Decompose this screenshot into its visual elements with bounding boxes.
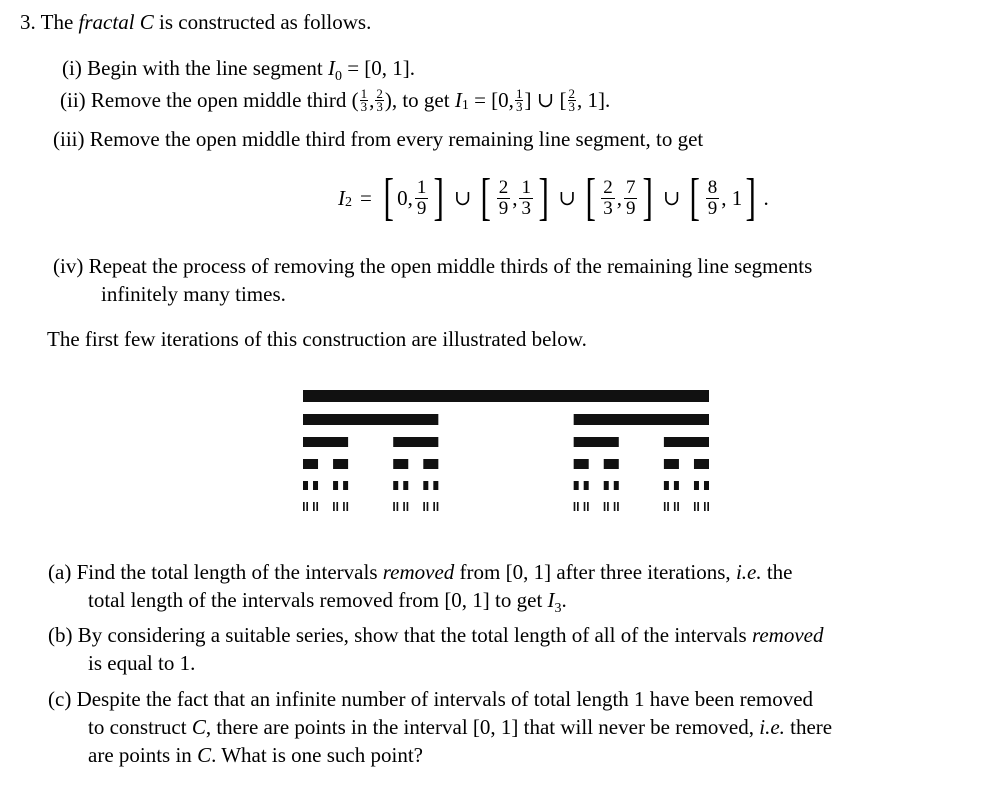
part-b-line2: is equal to 1. [88, 651, 196, 675]
cantor-segment-iter4-10 [604, 481, 609, 490]
cantor-segment-iter5-31 [707, 502, 709, 511]
cantor-segment-iter4-0 [303, 481, 308, 490]
cantor-segment-iter2-3 [664, 437, 709, 447]
part-a-line2: total length of the intervals removed from [0, 1] to get $I_3$. [88, 588, 567, 616]
step-i: (i) Begin with the line segment $I_0 = [0$, 1]. [62, 56, 416, 84]
cantor-segment-iter2-0 [303, 437, 348, 447]
cantor-segment-iter3-3 [423, 459, 438, 469]
cantor-segment-iter4-11 [614, 481, 619, 490]
fraction: $\frac{2}{3}$ [376, 86, 383, 114]
part-c: (c) Despite the fact that an infinite number of intervals of total length 1 have been removed [48, 687, 814, 711]
cantor-segment-iter3-0 [303, 459, 318, 469]
step-iii: (iii) Remove the open middle third from every remaining line segment, to get [53, 127, 704, 151]
cantor-segment-iter4-6 [423, 481, 428, 490]
fraction: $\frac{1}{3}$ [360, 86, 368, 114]
cantor-segment-iter5-25 [667, 502, 669, 511]
cantor-segment-iter2-1 [393, 437, 438, 447]
cantor-segment-iter5-12 [423, 502, 425, 511]
fraction: 1 9 [416, 176, 427, 219]
cantor-segment-iter5-21 [607, 502, 609, 511]
cantor-segment-iter5-7 [346, 502, 348, 511]
cantor-segment-iter4-15 [704, 481, 709, 490]
step-ii: (ii) Remove the open middle third ( $\frac{1}{3}$ , $\frac{2}{3}$ ), to get I 1 = [0, $\frac{1}{3}$ ] ∪ [ $\frac{2}{3}$ , 1]. [60, 86, 611, 114]
fraction: $\frac{2}{3}$ [568, 86, 576, 114]
cantor-segment-iter5-14 [433, 502, 435, 511]
cantor-segment-iter5-24 [664, 502, 666, 511]
cantor-segment-iter3-4 [574, 459, 589, 469]
cantor-segment-iter5-22 [614, 502, 616, 511]
cantor-segment-iter4-3 [343, 481, 348, 490]
cantor-segment-iter5-17 [577, 502, 579, 511]
cantor-segment-iter2-2 [574, 437, 619, 447]
question-header: 3. The fractal C is constructed as follows. [20, 10, 372, 34]
cantor-segment-iter3-1 [333, 459, 348, 469]
cantor-segment-iter5-1 [306, 502, 308, 511]
part-a: (a) Find the total length of the intervals removed from [0, 1] after three iterations, i.e. the [48, 560, 793, 584]
cantor-segment-iter4-5 [403, 481, 408, 490]
cantor-segment-iter4-2 [333, 481, 338, 490]
i2-equation: I 2 = [ 0, 1 9 ] ∪ [ 2 9 , 1 3 ] ∪ [ 2 3 , 7 9 ] ∪ [ 8 9 , 1 ] . [338, 169, 769, 226]
cantor-segment-iter3-6 [664, 459, 679, 469]
cantor-segment-iter3-7 [694, 459, 709, 469]
cantor-segment-iter5-4 [333, 502, 335, 511]
cantor-segment-iter5-29 [697, 502, 699, 511]
question-number: 3. [20, 10, 36, 34]
cantor-segment-iter5-3 [316, 502, 318, 511]
cantor-segment-iter1-0 [303, 414, 438, 425]
cantor-segment-iter5-5 [336, 502, 338, 511]
cantor-segment-iter4-9 [584, 481, 589, 490]
cantor-segment-iter5-23 [617, 502, 619, 511]
fraction: 8 9 [707, 176, 718, 219]
cantor-segment-iter5-20 [604, 502, 606, 511]
cantor-segment-iter4-13 [674, 481, 679, 490]
cantor-segment-iter5-13 [427, 502, 429, 511]
cantor-segment-iter3-2 [393, 459, 408, 469]
step-iv-line2: infinitely many times. [101, 282, 286, 306]
cantor-segment-iter4-12 [664, 481, 669, 490]
part-c-line2: to construct C, there are points in the interval [0, 1] that will never be removed, i.e. there [88, 715, 833, 739]
cantor-segment-iter5-30 [704, 502, 706, 511]
fraction: 2 9 [498, 176, 509, 219]
cantor-segment-iter5-27 [677, 502, 679, 511]
part-b: (b) By considering a suitable series, show that the total length of all of the intervals removed [48, 623, 824, 647]
cantor-segment-iter0-0 [303, 390, 709, 402]
cantor-segment-iter5-2 [313, 502, 315, 511]
fraction: 1 3 [521, 176, 531, 219]
cantor-segment-iter4-4 [393, 481, 398, 490]
cantor-segment-iter4-1 [313, 481, 318, 490]
cantor-segment-iter5-18 [584, 502, 586, 511]
cantor-set-diagram [303, 390, 709, 520]
cantor-segment-iter5-28 [694, 502, 696, 511]
cantor-segment-iter5-8 [393, 502, 395, 511]
fraction: $\frac{1}{3}$ [515, 86, 523, 114]
cantor-segment-iter5-26 [674, 502, 676, 511]
cantor-segment-iter5-16 [574, 502, 576, 511]
cantor-segment-iter5-0 [303, 502, 305, 511]
cantor-segment-iter5-9 [397, 502, 399, 511]
cantor-segment-iter5-19 [587, 502, 589, 511]
step-iv: (iv) Repeat the process of removing the open middle thirds of the remaining line segments [53, 254, 813, 278]
cantor-segment-iter4-14 [694, 481, 699, 490]
part-c-line3: are points in C. What is one such point? [88, 743, 423, 767]
cantor-segment-iter1-1 [574, 414, 709, 425]
cantor-segment-iter3-5 [604, 459, 619, 469]
cantor-segment-iter5-15 [437, 502, 439, 511]
illustration-caption: The first few iterations of this construction are illustrated below. [47, 327, 587, 351]
fraction: 2 3 [603, 176, 613, 219]
cantor-segment-iter4-8 [574, 481, 579, 490]
cantor-segment-iter5-11 [407, 502, 409, 511]
cantor-segment-iter5-10 [403, 502, 405, 511]
fraction: 7 9 [625, 176, 636, 219]
cantor-segment-iter5-6 [343, 502, 345, 511]
cantor-segment-iter4-7 [433, 481, 438, 490]
